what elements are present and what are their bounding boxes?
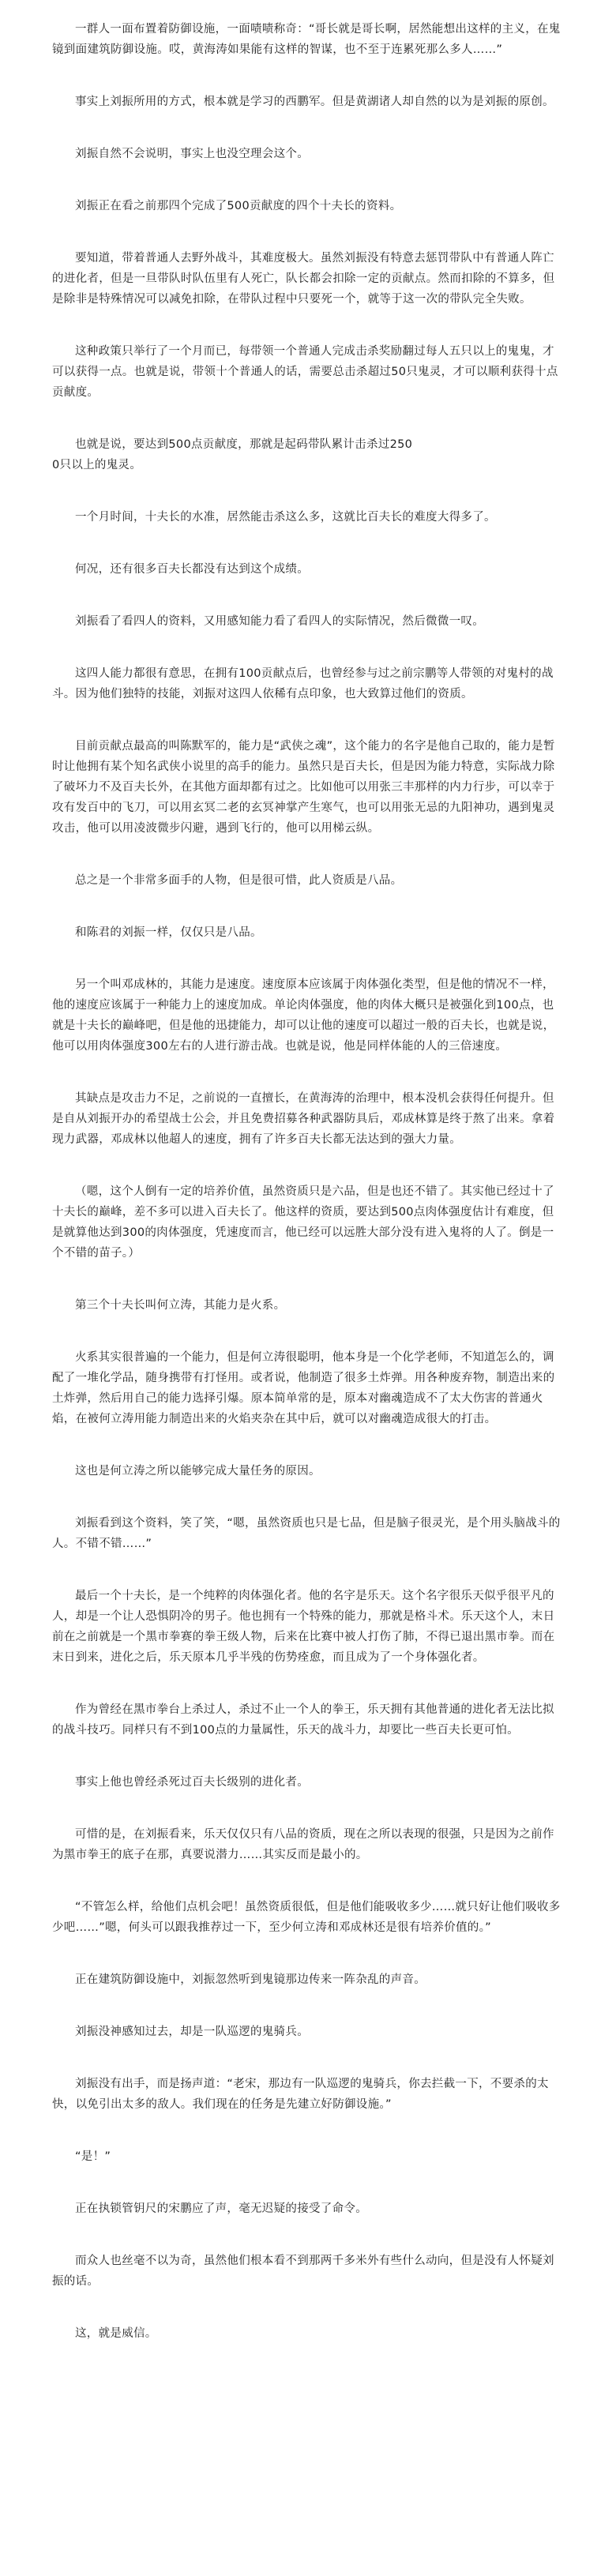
- paragraph: 刘振看了看四人的资料，又用感知能力看了看四人的实际情况，然后微微一叹。: [75, 615, 484, 628]
- paragraph: 正在建筑防御设施中，刘振忽然听到鬼镜那边传来一阵杂乱的声音。: [75, 1973, 426, 1986]
- paragraph: 刘振没有出手，而是扬声道：“老宋，那边有一队巡逻的鬼骑兵，你去拦截一下，不要杀的太快，以免引出太多的敌人。我们现在的任务是先建立好防御设施。”: [52, 2078, 549, 2111]
- paragraph: 而众人也丝毫不以为奇，虽然他们根本看不到那两千多米外有些什么动向，但是没有人怀疑刘振的话。: [52, 2255, 554, 2288]
- paragraph: 这种政策只举行了一个月而已，每带领一个普通人完成击杀奖励翻过每人五只以上的鬼鬼，才可以获得一点。也就是说，带领十个普通人的话，需要总击杀超过50只鬼灵，才可以顺利获得十点贡献度。: [52, 345, 558, 399]
- paragraph: 这也是何立涛之所以能够完成大量任务的原因。: [75, 1465, 321, 1478]
- paragraph: 火系其实很普遍的一个能力，但是何立涛很聪明，他本身是一个化学老师，不知道怎么的，调配了一堆化学品，随身携带有打怪用。或者说，他制造了很多土炸弹。用各种废弃物，制造出来的土炸弹，然后用自己的能力选择引爆。原本简单常的是，原本对幽魂造成不了太大伤害的普通火焰，在被何立涛用能力制造出来的火焰夹杂在其中后，就可以对幽魂造成很大的打击。: [52, 1351, 555, 1425]
- paragraph: “不管怎么样，给他们点机会吧！虽然资质很低，但是他们能吸收多少……就只好让他们吸收多少吧……”嗯，何头可以跟我推荐过一下，至少何立涛和邓成林还是很有培养价值的。”: [52, 1901, 561, 1934]
- paragraph: 一群人一面布置着防御设施，一面啧啧称奇：“哥长就是哥长啊，居然能想出这样的主义，在鬼镜到面建筑防御设施。哎，黄海涛如果能有这样的智谋，也不至于连累死那么多人……”: [52, 23, 561, 56]
- paragraph: 一个月时间，十夫长的水准，居然能击杀这么多，这就比百夫长的难度大得多了。: [75, 511, 496, 524]
- paragraph: 这四人能力都很有意思，在拥有100贡献点后，也曾经参与过之前宗鹏等人带领的对鬼村的战斗。因为他们独特的技能，刘振对这四人依稀有点印象，也大致算过他们的资质。: [52, 667, 554, 700]
- paragraph: 事实上刘振所用的方式，根本就是学习的西鹏军。但是黄湖诸人却自然的以为是刘振的原创。: [75, 96, 554, 108]
- paragraph: 其缺点是攻击力不足，之前说的一直擅长，在黄海涛的治理中，根本没机会获得任何提升。但是自从刘振开办的希望战士公会，并且免费招募各种武器防具后，邓成林算是终于熬了出来。拿着现力武器，邓成林以他超人的速度，拥有了许多百夫长都无法达到的强大力量。: [52, 1092, 555, 1146]
- paragraph: 正在执锁管钥尺的宋鹏应了声，毫无迟疑的接受了命令。: [75, 2202, 367, 2215]
- paragraph: 何况，还有很多百夫长都没有达到这个成绩。: [75, 563, 309, 576]
- paragraph: 刘振没神感知过去，却是一队巡逻的鬼骑兵。: [75, 2026, 309, 2038]
- paragraph: 第三个十夫长叫何立涛，其能力是火系。: [75, 1299, 286, 1312]
- paragraph: 刘振正在看之前那四个完成了500贡献度的四个十夫长的资料。: [75, 200, 402, 212]
- paragraph: 和陈君的刘振一样，仅仅只是八品。: [75, 926, 262, 939]
- paragraph: 最后一个十夫长，是一个纯粹的肉体强化者。他的名字是乐天。这个名字很乐天似乎很平凡的人，却是一个让人恐惧阴冷的男子。他也拥有一个特殊的能力，那就是格斗术。乐天这个人，末日前在之前就是一个黑市拳赛的拳王级人物，后来在比赛中被人打伤了肺，不得已退出黑市拳。而在末日到来，进化之后，乐天原本几乎半残的伤势痊愈，而且成为了一个身体强化者。: [52, 1590, 555, 1664]
- paragraph: 要知道，带着普通人去野外战斗，其难度极大。虽然刘振没有特意去惩罚带队中有普通人阵亡的进化者，但是一旦带队时队伍里有人死亡，队长都会扣除一定的贡献点。然而扣除的不算多，但是除非是特殊情况可以减免扣除，在带队过程中只要死一个，就等于这一次的带队完全失败。: [52, 252, 555, 306]
- paragraph: （嗯，这个人倒有一定的培养价值，虽然资质只是六品，但是也还不错了。其实他已经过十了十夫长的巅峰，差不多可以进入百夫长了。他这样的资质，要达到500点肉体强度估计有难度，但是就算他达到300的肉体强度，凭速度而言，他已经可以远胜大部分没有进入鬼将的人了。倒是一个不错的苗子。）: [52, 1185, 554, 1260]
- paragraph: 作为曾经在黑市拳台上杀过人，杀过不止一个人的拳王，乐天拥有其他普通的进化者无法比拟的战斗技巧。同样只有不到100点的力量属性，乐天的战斗力，却要比一些百夫长更可怕。: [52, 1703, 554, 1737]
- paragraph: 也就是说，要达到500点贡献度，那就是起码带队累计击杀过250 0只以上的鬼灵。: [52, 438, 413, 471]
- paragraph: 这，就是威信。: [75, 2327, 157, 2340]
- paragraph: 目前贡献点最高的叫陈默军的，能力是“武侠之魂”，这个能力的名字是他自己取的，能力是暂时让他拥有某个知名武侠小说里的高手的能力。虽然只是百夫长，但是因为能力特意，实际战力除了破坏力不及百夫长外，在其他方面却都有过之。比如他可以用张三丰那样的内力行步，可以幸于攻有发百中的飞刀，可以用玄冥二老的玄冥神掌产生寒气，也可以用张无忌的九阳神功，遇到鬼灵攻击，他可以用凌波微步闪避，遇到飞行的，他可以用梯云纵。: [52, 740, 555, 835]
- paragraph: 刘振自然不会说明，事实上也没空理会这个。: [75, 148, 309, 160]
- paragraph: 另一个叫邓成林的，其能力是速度。速度原本应该属于肉体强化类型，但是他的情况不一样，他的速度应该属于一种能力上的速度加成。单论肉体强度，他的肉体大概只是被强化到100点，也就是十夫长的巅峰吧，但是他的迅捷能力，却可以让他的速度可以超过一般的百夫长，也就是说，他可以用肉体强度300左右的人进行游击战。也就是说，他是同样体能的人的三倍速度。: [52, 978, 555, 1053]
- paragraph: 事实上他也曾经杀死过百夫长级别的进化者。: [75, 1776, 309, 1789]
- article-body: [52, 19, 564, 2344]
- paragraph: 刘振看到这个资料，笑了笑，“嗯，虽然资质也只是七品，但是脑子很灵光，是个用头脑战斗的人。不错不错……”: [52, 1517, 561, 1550]
- paragraph: 可惜的是，在刘振看来，乐天仅仅只有八品的资质，现在之所以表现的很强，只是因为之前作为黑市拳王的底子在那，真要说潜力……其实反而是最小的。: [52, 1828, 554, 1861]
- paragraph: “是！”: [75, 2150, 111, 2163]
- paragraph: 总之是一个非常多面手的人物，但是很可惜，此人资质是八品。: [75, 874, 403, 887]
